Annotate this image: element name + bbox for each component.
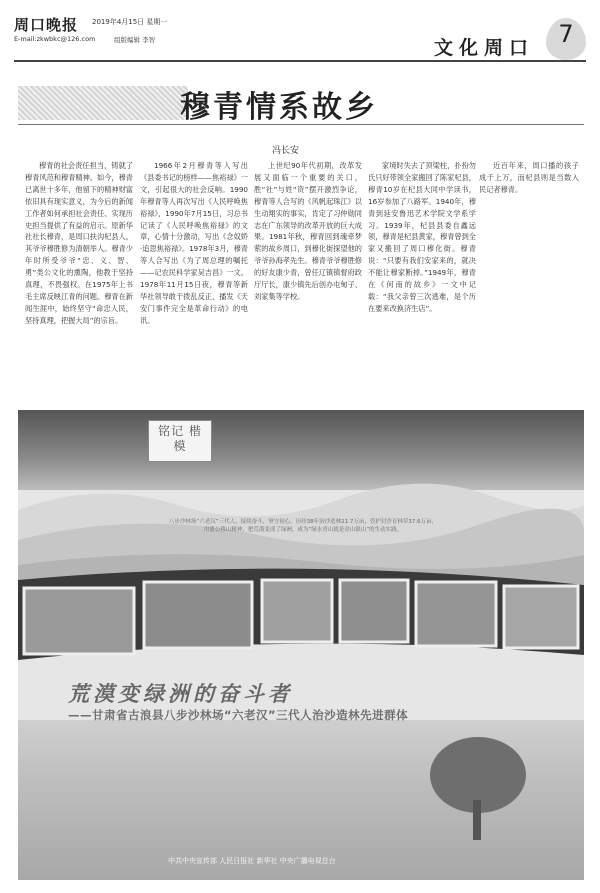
issue-date: 2019年4月15日 星期一 bbox=[92, 18, 168, 26]
poster-title: 荒漠变绿洲的奋斗者 bbox=[68, 681, 293, 706]
article-column-1 bbox=[25, 160, 133, 390]
contact-email: E-mail:zkwbkc@126.com bbox=[14, 35, 96, 43]
film-photo bbox=[416, 582, 496, 646]
film-strip bbox=[18, 560, 584, 670]
poster-credits: 中共中央宣传部 人民日报社 新华社 中央广播电视总台 bbox=[168, 857, 336, 865]
article-column-2 bbox=[140, 160, 248, 390]
film-photo bbox=[24, 588, 134, 654]
article-column-5 bbox=[479, 160, 579, 390]
desert-poster bbox=[18, 410, 584, 880]
poster-description: 八步沙林场“六老汉”三代人，接续奋斗，坚守初心，历经38年治沙造林21.7万亩，管护封沙育林草37.6万亩，用愚公移山精神，把荒漠变成了绿洲，成为“绿水青山就是金山银山”的生动实践。 bbox=[168, 519, 438, 533]
article-column-4 bbox=[368, 160, 476, 390]
film-photo bbox=[504, 586, 578, 648]
layout-editor: 组版编辑 李智 bbox=[114, 36, 156, 44]
masthead-rule bbox=[14, 60, 586, 62]
film-photo bbox=[262, 580, 332, 642]
poster-subtitle: ——甘肃省古浪县八步沙林场“六老汉”三代人治沙造林先进群体 bbox=[68, 708, 409, 722]
section-title: 文化周口 bbox=[434, 37, 535, 59]
headline-decoration bbox=[18, 86, 188, 120]
newspaper-logo: 周口晚报 bbox=[14, 16, 79, 34]
article-headline: 穆青情系故乡 bbox=[180, 90, 378, 125]
page-number: 7 bbox=[558, 20, 574, 48]
film-photo bbox=[340, 580, 408, 642]
article-paragraph: 穆青的社会责任担当，铸就了穆青风范和穆青精神。如今，穆青已离世十多年，他留下的精神财富依旧具有现实意义，为今后的新闻工作者如何承担社会责任、实现历史担当提供了有益的启示。原新华社社长穆青，是周口扶沟杞县人，其爷爷穆胜修为清朝举人。穆青少年时所受爷爷“忠、义、智、勇”类公文化的熏陶，他教于坚持真理，不畏强权。在1975年上书毛主席反映江青的问题。穆青在新闻生涯中，始终坚守“命忠人民，坚持真理，把握大局”的宗旨。 bbox=[25, 161, 133, 325]
article-paragraph: 家境时失去了顶梁柱，扑扮勿氏只好带领全家搬回了陈家杞县，穆青10岁在杞县大同中学读书，16岁参加了八路军。1940年，穆青到延安鲁迅艺术学院文学系学习。1939年，杞县县委自鑫远领，穆青是杞县黄家，穆青曾到全家又搬回了周口穆化街。穆青说：“只要有我们安家来的，就决不能让穆家断掉。”1949年，穆青在《何南的故乡》一文中记载：“我父亲曾三次逃难，是个历在要来改换济生店”。 bbox=[368, 161, 476, 313]
film-photo bbox=[144, 582, 252, 648]
article-column-3 bbox=[254, 160, 362, 390]
tree-icon bbox=[418, 730, 538, 840]
article-paragraph: 1966年2月穆青等人写出《县委书记的榜样——焦裕禄》一文，引起很大的社会反响。1990年穆青等人再次写出《人民呼唤焦裕禄》，1990年7月15日，习总书记读了《人民呼唤焦裕禄》的文章，心情十分激动，写出《念奴娇·追思焦裕禄》。1978年3月，穆青等人合写出《为了周总理的嘱托——记农民科学家吴吉昌》一文。1978年11月15日夜，穆青等新华社领导敢于拨乱反正，播发《天安门事件完全是革命行动》的电讯。 bbox=[140, 161, 248, 325]
article-paragraph: 上世纪90年代初期，改革发展又面临一个重要的关口，胜“社”与姓“资”摆开激烈争论，穆青等人合写的《风帆起珠江》以生动翔实的事实，肯定了习仲勋同志在广东领导的改革开放的巨大成果。1981年秋，穆青回到魂牵梦萦的故乡周口，到穆化街探望他的爷爷孙海孝先生。穆青爷爷穆胜修的好友康少青，曾任辽镇镇督府政厅厅长，康少镇先后创办屯甸子、刘家集等学校。 bbox=[254, 161, 362, 301]
article-author: 冯长安 bbox=[272, 146, 300, 156]
article-paragraph: 近百年来，周口播的孩子成千上万，而杞县则是当数入民记者穆青。 bbox=[479, 161, 579, 194]
stamp-text: 铭记 楷模 bbox=[158, 424, 202, 453]
